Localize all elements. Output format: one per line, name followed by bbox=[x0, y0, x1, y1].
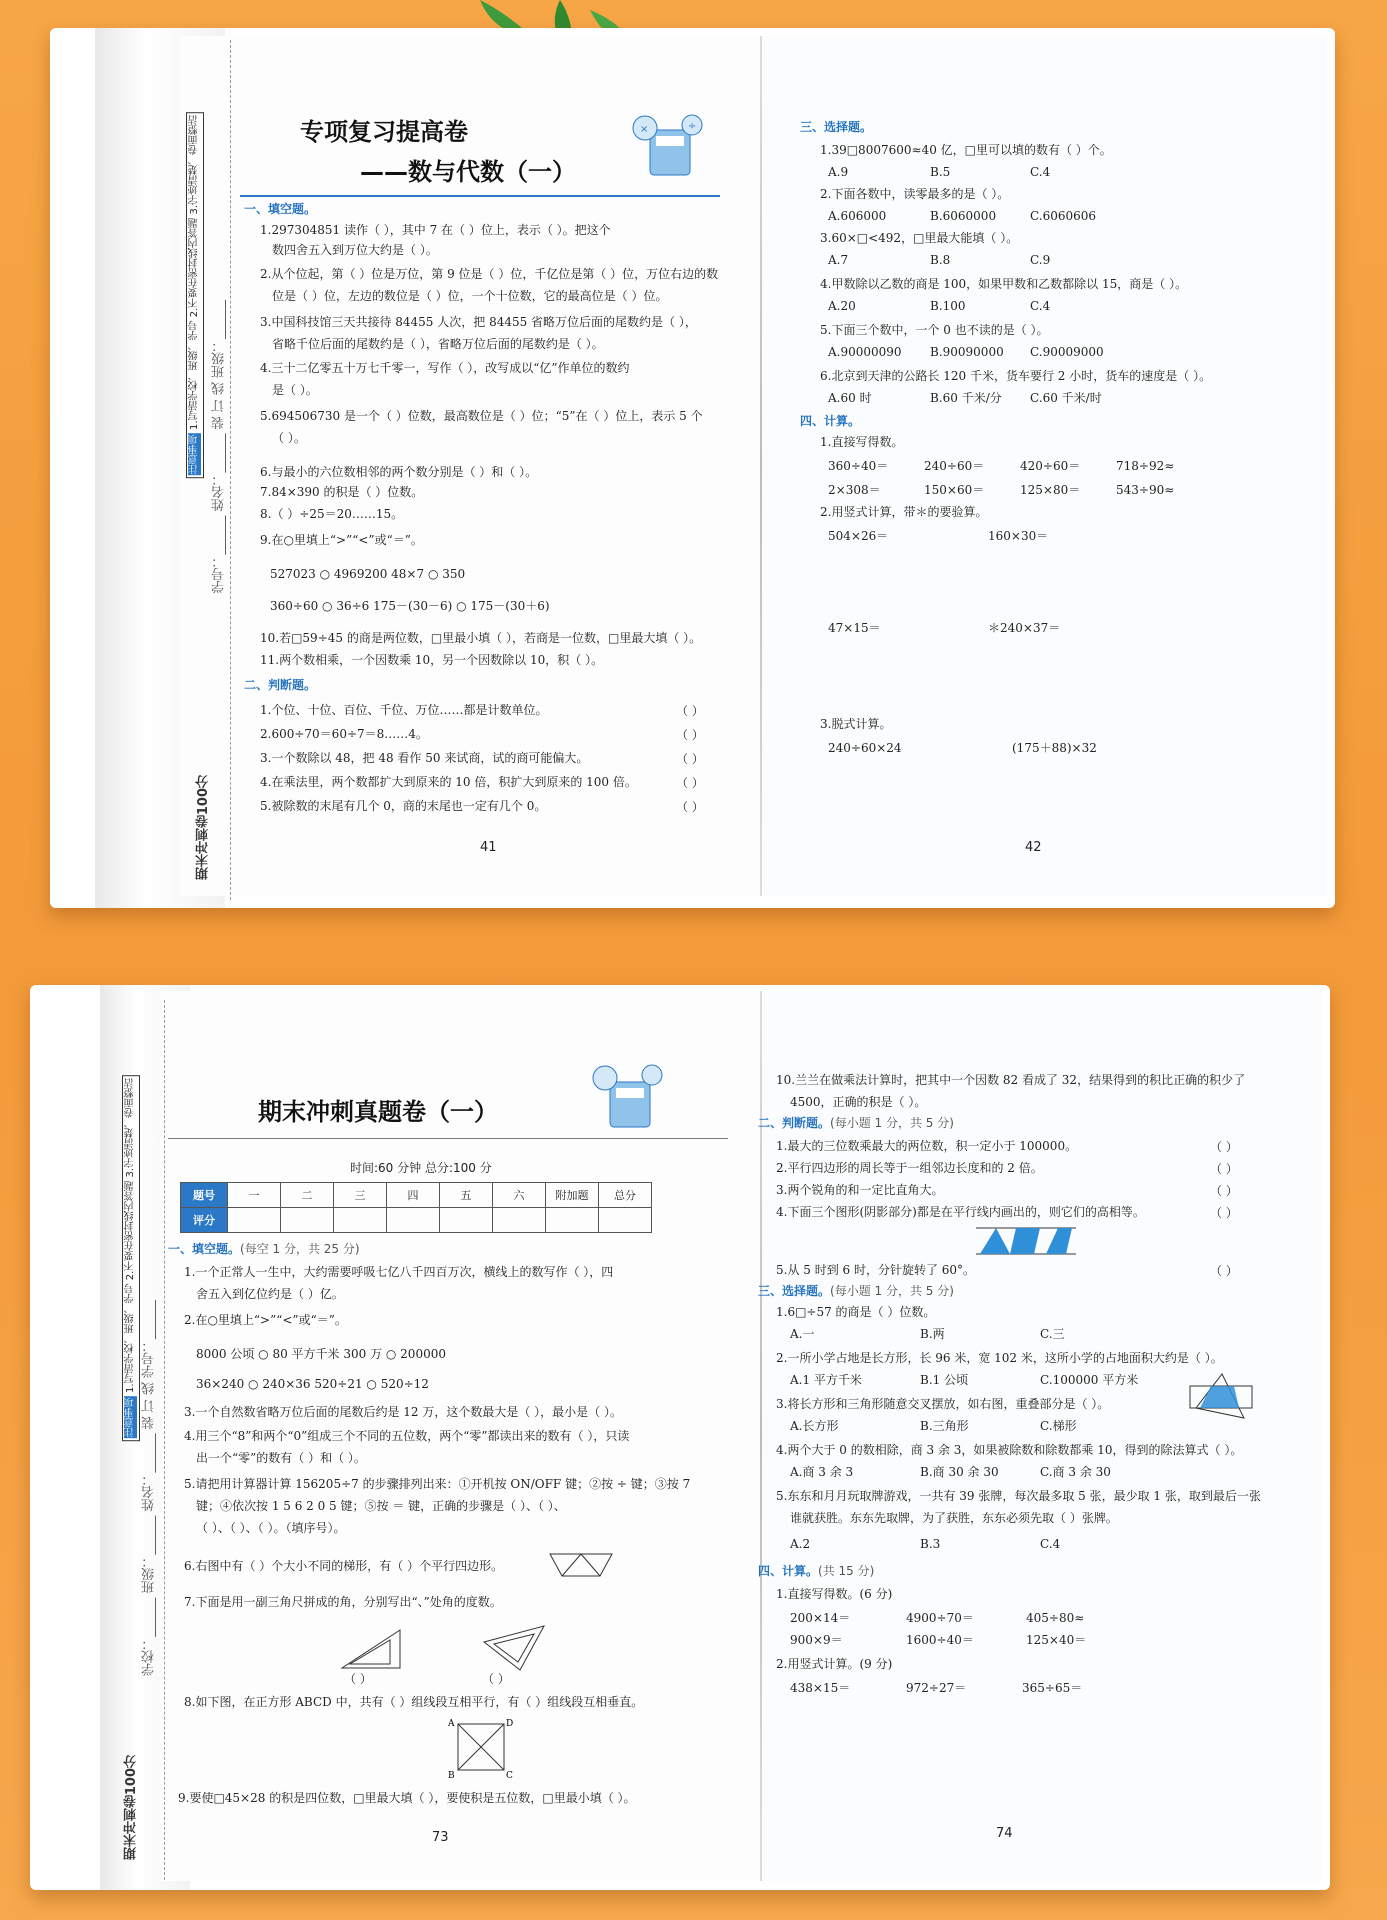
top-direct-4: 718÷92≈ bbox=[1116, 459, 1175, 473]
score-head-4: 四 bbox=[387, 1183, 440, 1208]
top-line-9: 5.694506730 是一个（ ）位数，最高数位是（ ）位；“5”在（ ）位上，表示 5 个 bbox=[260, 409, 703, 423]
exam-time-score: 时间:60 分钟 总分:100 分 bbox=[350, 1161, 492, 1175]
top-choice-q5-b[interactable]: B.90090000 bbox=[930, 345, 1004, 359]
square-label-d: D bbox=[506, 1719, 514, 1729]
page-number-74: 74 bbox=[996, 1826, 1013, 1841]
top-choice-q6-b[interactable]: B.60 千米/分 bbox=[930, 391, 1002, 405]
top-line-12: 7.84×390 的积是（ ）位数。 bbox=[260, 485, 424, 499]
top-title-rule bbox=[240, 195, 720, 197]
top-judge-2: 2.600÷70＝60÷7＝8……4。 bbox=[260, 727, 428, 741]
bottom-line-7: 4.用三个“8”和两个“0”组成三个不同的五位数，两个“零”都读出来的数有（ ），只读 bbox=[184, 1429, 630, 1443]
bottom-choice-q5-c[interactable]: C.4 bbox=[1040, 1537, 1061, 1551]
bottom-choice-q2-b[interactable]: B.1 公顷 bbox=[920, 1373, 969, 1387]
bottom-notice-tag bbox=[122, 1075, 140, 1441]
top-line-5: 3.中国科技馆三天共接待 84455 人次，把 84455 省略万位后面的尾数约是（ ）， bbox=[260, 315, 697, 329]
bottom-line-4: 8000 公顷 ○ 80 平方千米 300 万 ○ 200000 bbox=[196, 1347, 446, 1361]
bottom-choice-q5-b[interactable]: B.3 bbox=[920, 1537, 941, 1551]
bottom-title-rule bbox=[168, 1138, 728, 1139]
top-direct-1: 360÷40＝ bbox=[828, 459, 889, 473]
top-judge-4: 4.在乘法里，两个数都扩大到原来的 10 倍，积扩大到原来的 100 倍。 bbox=[260, 775, 637, 789]
score-cell[interactable] bbox=[440, 1208, 493, 1233]
bottom-choice-q1: 1.6□÷57 的商是（ ）位数。 bbox=[776, 1305, 936, 1319]
top-choice-q5: 5.下面三个数中，一个 0 也不读的是（ ）。 bbox=[820, 323, 1049, 337]
bottom-judge-3: 3.两个锐角的和一定比直角大。 bbox=[776, 1183, 944, 1197]
calculator-icon bbox=[590, 1060, 670, 1140]
top-notice-line-1: 1.写清学校、班级、学号 bbox=[189, 320, 200, 431]
bottom-section-choice-title: 三、选择题。 bbox=[758, 1284, 831, 1298]
bottom-vert-2: 972÷27＝ bbox=[906, 1681, 967, 1695]
bottom-q10-line-2: 4500，正确的积是（ ）。 bbox=[790, 1095, 927, 1109]
score-head-2: 二 bbox=[281, 1183, 334, 1208]
top-notice-line-3: 3.字迹清楚、卷面整洁 bbox=[189, 115, 200, 215]
bottom-brand-label: 期末冲刺卷100分 bbox=[124, 1754, 139, 1860]
bottom-line-13: 7.下面是用一副三角尺拼成的角，分别写出“、”处角的度数。 bbox=[184, 1595, 502, 1609]
top-notice-label: 注意事项 bbox=[189, 434, 200, 475]
bottom-direct-1: 200×14＝ bbox=[790, 1611, 851, 1625]
top-direct-3: 420÷60＝ bbox=[1020, 459, 1081, 473]
top-vert-3: 47×15＝ bbox=[828, 621, 881, 635]
score-head-6: 六 bbox=[493, 1183, 546, 1208]
bottom-section-fill bbox=[168, 1240, 360, 1257]
top-choice-q1: 1.39□8007600≈40 亿，□里可以填的数有（ ）个。 bbox=[820, 143, 1112, 157]
bottom-title: 期末冲刺真题卷（一） bbox=[258, 1098, 498, 1126]
bottom-section-judge-title: 二、判断题。 bbox=[758, 1116, 831, 1130]
bottom-choice-q4-c[interactable]: C.商 3 余 30 bbox=[1040, 1465, 1111, 1479]
bottom-section-choice bbox=[758, 1282, 954, 1299]
top-choice-q1-b[interactable]: B.5 bbox=[930, 165, 951, 179]
top-line-2: 数四舍五入到万位大约是（ ）。 bbox=[272, 243, 438, 257]
bottom-vert-1: 438×15＝ bbox=[790, 1681, 851, 1695]
score-cell[interactable] bbox=[546, 1208, 599, 1233]
bottom-choice-q1-a[interactable]: A.一 bbox=[790, 1327, 815, 1341]
bottom-notice-label: 注意事项 bbox=[125, 1397, 136, 1438]
bottom-judge-2: 2.平行四边形的周长等于一组邻边长度和的 2 倍。 bbox=[776, 1161, 1043, 1175]
bottom-section-judge-note: (每小题 1 分，共 5 分) bbox=[830, 1116, 954, 1130]
bottom-line-5: 36×240 ○ 240×36 520÷21 ○ 520÷12 bbox=[196, 1377, 429, 1391]
parallel-shapes-figure bbox=[976, 1226, 1076, 1256]
top-judge-1: 1.个位、十位、百位、千位、万位……都是计数单位。 bbox=[260, 703, 548, 717]
square-label-b: B bbox=[448, 1771, 455, 1780]
top-judge-answer-2[interactable]: （ ） bbox=[676, 728, 704, 742]
top-judge-5: 5.被除数的末尾有几个 0，商的末尾也一定有几个 0。 bbox=[260, 799, 547, 813]
page-number-41: 41 bbox=[480, 840, 497, 855]
bottom-line-9: 5.请把用计算器计算 156205÷7 的步骤排列出来：①开机按 ON/OFF 键；②按 ÷ 键；③按 7 bbox=[184, 1477, 691, 1491]
top-line-13: 8.（ ）÷25＝20……15。 bbox=[260, 507, 404, 521]
top-vert-4: ＊240×37＝ bbox=[988, 621, 1061, 635]
top-direct-5: 2×308＝ bbox=[828, 483, 881, 497]
top-tuo-2: (175＋88)×32 bbox=[1012, 741, 1097, 755]
top-judge-answer-3[interactable]: （ ） bbox=[676, 752, 704, 766]
top-choice-q4-c[interactable]: C.4 bbox=[1030, 299, 1051, 313]
score-table-header-row bbox=[181, 1183, 652, 1208]
bottom-choice-q5-line-2: 谁就获胜。东东先取牌，为了获胜，东东必须先取（ ）张牌。 bbox=[790, 1511, 1118, 1525]
bottom-choice-q4: 4.两个大于 0 的数相除，商 3 余 3，如果被除数和除数都乘 10，得到的除法算式（ ）。 bbox=[776, 1443, 1243, 1457]
square-label-a: A bbox=[448, 1719, 455, 1729]
bottom-bind-fields: 学校：______ 班级：______ 姓名：______ 装 订 线 学号：______ bbox=[142, 1300, 157, 1676]
top-direct-6: 150×60＝ bbox=[924, 483, 985, 497]
top-direct-2: 240÷60＝ bbox=[924, 459, 985, 473]
bottom-choice-q3-a[interactable]: A.长方形 bbox=[790, 1419, 839, 1433]
bottom-line-12: 6.右图中有（ ）个大小不同的梯形，有（ ）个平行四边形。 bbox=[184, 1559, 504, 1573]
top-judge-answer-4[interactable]: （ ） bbox=[676, 776, 704, 790]
top-line-1: 1.297304851 读作（ ），其中 7 在（ ）位上，表示（ ）。把这个 bbox=[260, 223, 611, 237]
top-line-7: 4.三十二亿零五十万七千零一，写作（ ），改写成以“亿”作单位的数约 bbox=[260, 361, 630, 375]
bottom-choice-q2-c[interactable]: C.100000 平方米 bbox=[1040, 1373, 1139, 1387]
top-calc-3-label: 3.脱式计算。 bbox=[820, 717, 892, 731]
top-choice-q2-a[interactable]: A.606000 bbox=[828, 209, 887, 223]
top-page-divider bbox=[760, 36, 762, 896]
bottom-section-fill-note: (每空 1 分，共 25 分) bbox=[240, 1242, 360, 1256]
score-head-total: 总分 bbox=[599, 1183, 652, 1208]
bottom-judge-5: 5.从 5 时到 6 时，分针旋转了 60°。 bbox=[776, 1263, 976, 1277]
bottom-section-calc bbox=[758, 1562, 874, 1579]
top-tuo-1: 240÷60×24 bbox=[828, 741, 902, 755]
bottom-line-3: 2.在○里填上“>”“<”或“＝”。 bbox=[184, 1313, 347, 1327]
top-calc-2-label: 2.用竖式计算，带＊的要验算。 bbox=[820, 505, 988, 519]
score-cell[interactable] bbox=[334, 1208, 387, 1233]
bottom-line-14: 8.如下图，在正方形 ABCD 中，共有（ ）组线段互相平行，有（ ）组线段互相垂直。 bbox=[184, 1695, 644, 1709]
bottom-line-2: 舍五入到亿位约是（ ）亿。 bbox=[196, 1287, 344, 1301]
top-choice-q3-c[interactable]: C.9 bbox=[1030, 253, 1051, 267]
score-head-label: 题号 bbox=[181, 1183, 228, 1208]
score-cell[interactable] bbox=[281, 1208, 334, 1233]
bottom-direct-3: 405÷80≈ bbox=[1026, 1611, 1085, 1625]
bottom-section-judge bbox=[758, 1114, 954, 1131]
score-head-1: 一 bbox=[228, 1183, 281, 1208]
score-table bbox=[180, 1182, 652, 1233]
top-choice-q3: 3.60×□<492，□里最大能填（ ）。 bbox=[820, 231, 1019, 245]
bottom-vert-3: 365÷65＝ bbox=[1022, 1681, 1083, 1695]
top-vert-1: 504×26＝ bbox=[828, 529, 889, 543]
bottom-section-fill-title: 一、填空题。 bbox=[168, 1242, 241, 1256]
bottom-choice-q2-a[interactable]: A.1 平方千米 bbox=[790, 1373, 862, 1387]
bottom-judge-1: 1.最大的三位数乘最大的两位数，积一定小于 100000。 bbox=[776, 1139, 1078, 1153]
top-line-4: 位是（ ）位，左边的数位是（ ）位，一个十位数，它的最高位是（ ）位。 bbox=[272, 289, 668, 303]
calculator-icon bbox=[630, 110, 710, 180]
bottom-choice-q3-b[interactable]: B.三角形 bbox=[920, 1419, 969, 1433]
angle-answer-2[interactable]: （ ） bbox=[482, 1672, 510, 1686]
score-table-score-row bbox=[181, 1208, 652, 1233]
bottom-choice-q5: 5.东东和月月玩取牌游戏，一共有 39 张牌，每次最多取 5 张，最少取 1 张，取到最后一张 bbox=[776, 1489, 1261, 1503]
bottom-calc-2-label: 2.用竖式计算。(9 分) bbox=[776, 1657, 893, 1671]
bottom-line-1: 1.一个正常人一生中，大约需要呼吸七亿八千四百万次，横线上的数写作（ ），四 bbox=[184, 1265, 614, 1279]
top-bind-fields: 学号：______ 姓名：______ 装 订 线 班级：______ bbox=[212, 300, 227, 594]
top-notice-line-2: 2.不要在密封线内答题 bbox=[189, 217, 200, 318]
top-line-18: 11.两个数相乘，一个因数乘 10，另一个因数除以 10，积（ ）。 bbox=[260, 653, 604, 667]
top-choice-q5-c[interactable]: C.90009000 bbox=[1030, 345, 1104, 359]
top-choice-q6-a[interactable]: A.60 时 bbox=[828, 391, 872, 405]
top-judge-3: 3.一个数除以 48，把 48 看作 50 来试商，试的商可能偏大。 bbox=[260, 751, 589, 765]
score-cell[interactable] bbox=[387, 1208, 440, 1233]
bottom-calc-1-label: 1.直接写得数。(6 分) bbox=[776, 1587, 893, 1601]
top-section-calc: 四、计算。 bbox=[800, 414, 861, 428]
bottom-judge-answer-4[interactable]: （ ） bbox=[1210, 1206, 1238, 1220]
trapezoid-figure bbox=[548, 1552, 614, 1578]
bottom-choice-q1-c[interactable]: C.三 bbox=[1040, 1327, 1065, 1341]
bottom-section-calc-title: 四、计算。 bbox=[758, 1564, 819, 1578]
top-choice-q4-b[interactable]: B.100 bbox=[930, 299, 966, 313]
top-choice-q5-a[interactable]: A.90000090 bbox=[828, 345, 902, 359]
bottom-choice-q4-a[interactable]: A.商 3 余 3 bbox=[790, 1465, 854, 1479]
score-head-3: 三 bbox=[334, 1183, 387, 1208]
top-title-1: 专项复习提高卷 bbox=[300, 118, 468, 146]
bottom-choice-q3: 3.将长方形和三角形随意交叉摆放，如右图，重叠部分是（ ）。 bbox=[776, 1397, 1110, 1411]
svg-text:×: × bbox=[640, 124, 649, 135]
bottom-direct-5: 1600÷40＝ bbox=[906, 1633, 974, 1647]
top-choice-q3-b[interactable]: B.8 bbox=[930, 253, 951, 267]
top-line-10: （ ）。 bbox=[272, 431, 306, 445]
bottom-line-15: 9.要使□45×28 的积是四位数，□里最大填（ ），要使积是五位数，□里最小填（ ）。 bbox=[178, 1791, 636, 1805]
top-line-8: 是（ ）。 bbox=[272, 383, 318, 397]
top-section-fill: 一、填空题。 bbox=[244, 202, 317, 216]
top-choice-q6: 6.北京到天津的公路长 120 千米，货车要行 2 小时，货车的速度是（ ）。 bbox=[820, 369, 1212, 383]
top-choice-q2-b[interactable]: B.6060000 bbox=[930, 209, 997, 223]
top-judge-answer-5[interactable]: （ ） bbox=[676, 800, 704, 814]
bottom-choice-q5-a[interactable]: A.2 bbox=[790, 1537, 811, 1551]
top-choice-q2: 2.下面各数中，读零最多的是（ ）。 bbox=[820, 187, 1010, 201]
bottom-choice-q2: 2.一所小学占地是长方形，长 96 米，宽 102 米，这所小学的占地面积大约是（ ）。 bbox=[776, 1351, 1223, 1365]
score-cell[interactable] bbox=[599, 1208, 652, 1233]
bottom-judge-4: 4.下面三个图形(阴影部分)都是在平行线内画出的，则它们的高相等。 bbox=[776, 1205, 1145, 1219]
score-cell[interactable] bbox=[493, 1208, 546, 1233]
bottom-q10-line-1: 10.兰兰在做乘法计算时，把其中一个因数 82 看成了 32，结果得到的积比正确的积少了 bbox=[776, 1073, 1246, 1087]
top-notice-tag bbox=[186, 112, 204, 478]
top-line-15: 527023 ○ 4969200 48×7 ○ 350 bbox=[270, 567, 466, 581]
top-line-3: 2.从个位起，第（ ）位是万位，第 9 位是（ ）位，千亿位是第（ ）位，万位右边的数 bbox=[260, 267, 719, 281]
bottom-line-6: 3.一个自然数省略万位后面的尾数后约是 12 万，这个数最大是（ ），最小是（ ）。 bbox=[184, 1405, 622, 1419]
square-abcd-figure bbox=[446, 1716, 518, 1780]
top-choice-q2-c[interactable]: C.6060606 bbox=[1030, 209, 1097, 223]
top-choice-q3-a[interactable]: A.7 bbox=[828, 253, 849, 267]
bottom-judge-answer-3[interactable]: （ ） bbox=[1210, 1184, 1238, 1198]
top-direct-8: 543÷90≈ bbox=[1116, 483, 1175, 497]
bottom-judge-answer-5[interactable]: （ ） bbox=[1210, 1264, 1238, 1278]
score-head-5: 五 bbox=[440, 1183, 493, 1208]
top-choice-q4: 4.甲数除以乙数的商是 100，如果甲数和乙数都除以 15，商是（ ）。 bbox=[820, 277, 1188, 291]
top-judge-answer-1[interactable]: （ ） bbox=[676, 704, 704, 718]
top-line-11: 6.与最小的六位数相邻的两个数分别是（ ）和（ ）。 bbox=[260, 465, 538, 479]
score-cell[interactable] bbox=[228, 1208, 281, 1233]
bottom-notice-line-1: 1.写清学校、班级、学号 bbox=[125, 1283, 136, 1394]
page-number-73: 73 bbox=[432, 1830, 449, 1845]
top-section-choice: 三、选择题。 bbox=[800, 120, 873, 134]
top-line-14: 9.在○里填上“>”“<”或“＝”。 bbox=[260, 533, 423, 547]
bottom-line-8: 出一个“零”的数有（ ）和（ ）。 bbox=[196, 1451, 366, 1465]
triangle-ruler-angle-2 bbox=[480, 1622, 550, 1672]
bottom-notice-line-2: 2.不要在密封线内答题 bbox=[125, 1180, 136, 1281]
top-title-2: ——数与代数（一） bbox=[360, 158, 576, 186]
bottom-direct-4: 900×9＝ bbox=[790, 1633, 843, 1647]
square-label-c: C bbox=[506, 1771, 513, 1780]
top-section-judge: 二、判断题。 bbox=[244, 678, 317, 692]
top-choice-q4-a[interactable]: A.20 bbox=[828, 299, 856, 313]
triangle-ruler-angle-1 bbox=[340, 1624, 410, 1670]
top-direct-7: 125×80＝ bbox=[1020, 483, 1081, 497]
top-vert-2: 160×30＝ bbox=[988, 529, 1049, 543]
bottom-judge-answer-1[interactable]: （ ） bbox=[1210, 1140, 1238, 1154]
top-choice-q1-a[interactable]: A.9 bbox=[828, 165, 849, 179]
top-choice-q6-c[interactable]: C.60 千米/时 bbox=[1030, 391, 1102, 405]
bottom-section-calc-note: (共 15 分) bbox=[818, 1564, 875, 1578]
rect-triangle-overlap-figure bbox=[1186, 1372, 1256, 1422]
svg-text:÷: ÷ bbox=[688, 121, 697, 132]
score-row-label: 评分 bbox=[181, 1208, 228, 1233]
bottom-direct-2: 4900÷70＝ bbox=[906, 1611, 974, 1625]
bottom-judge-answer-2[interactable]: （ ） bbox=[1210, 1162, 1238, 1176]
angle-answer-1[interactable]: （ ） bbox=[344, 1672, 372, 1686]
bottom-choice-q3-c[interactable]: C.梯形 bbox=[1040, 1419, 1077, 1433]
bottom-choice-q1-b[interactable]: B.两 bbox=[920, 1327, 945, 1341]
top-calc-1-label: 1.直接写得数。 bbox=[820, 435, 904, 449]
bottom-direct-6: 125×40＝ bbox=[1026, 1633, 1087, 1647]
top-line-16: 360÷60 ○ 36÷6 175－(30－6) ○ 175－(30＋6) bbox=[270, 599, 550, 613]
top-line-6: 省略千位后面的尾数约是（ ），省略万位后面的尾数约是（ ）。 bbox=[272, 337, 604, 351]
top-choice-q1-c[interactable]: C.4 bbox=[1030, 165, 1051, 179]
bottom-choice-q4-b[interactable]: B.商 30 余 30 bbox=[920, 1465, 999, 1479]
score-head-extra: 附加题 bbox=[546, 1183, 599, 1208]
top-brand-label: 期末冲刺卷100分 bbox=[196, 774, 211, 880]
bottom-notice-line-3: 3.字迹清楚、卷面整洁 bbox=[125, 1078, 136, 1178]
bottom-section-choice-note: (每小题 1 分，共 5 分) bbox=[830, 1284, 954, 1298]
bottom-line-10: 键；④依次按 1 5 6 2 0 5 键；⑤按 ＝ 键，正确的步骤是（ ）、（ ）、 bbox=[196, 1499, 566, 1513]
bottom-line-11: （ ）、（ ）、（ ）。（填序号）。 bbox=[196, 1521, 346, 1535]
top-line-17: 10.若□59÷45 的商是两位数，□里最小填（ ），若商是一位数，□里最大填（ ）。 bbox=[260, 631, 702, 645]
page-number-42: 42 bbox=[1025, 840, 1042, 855]
